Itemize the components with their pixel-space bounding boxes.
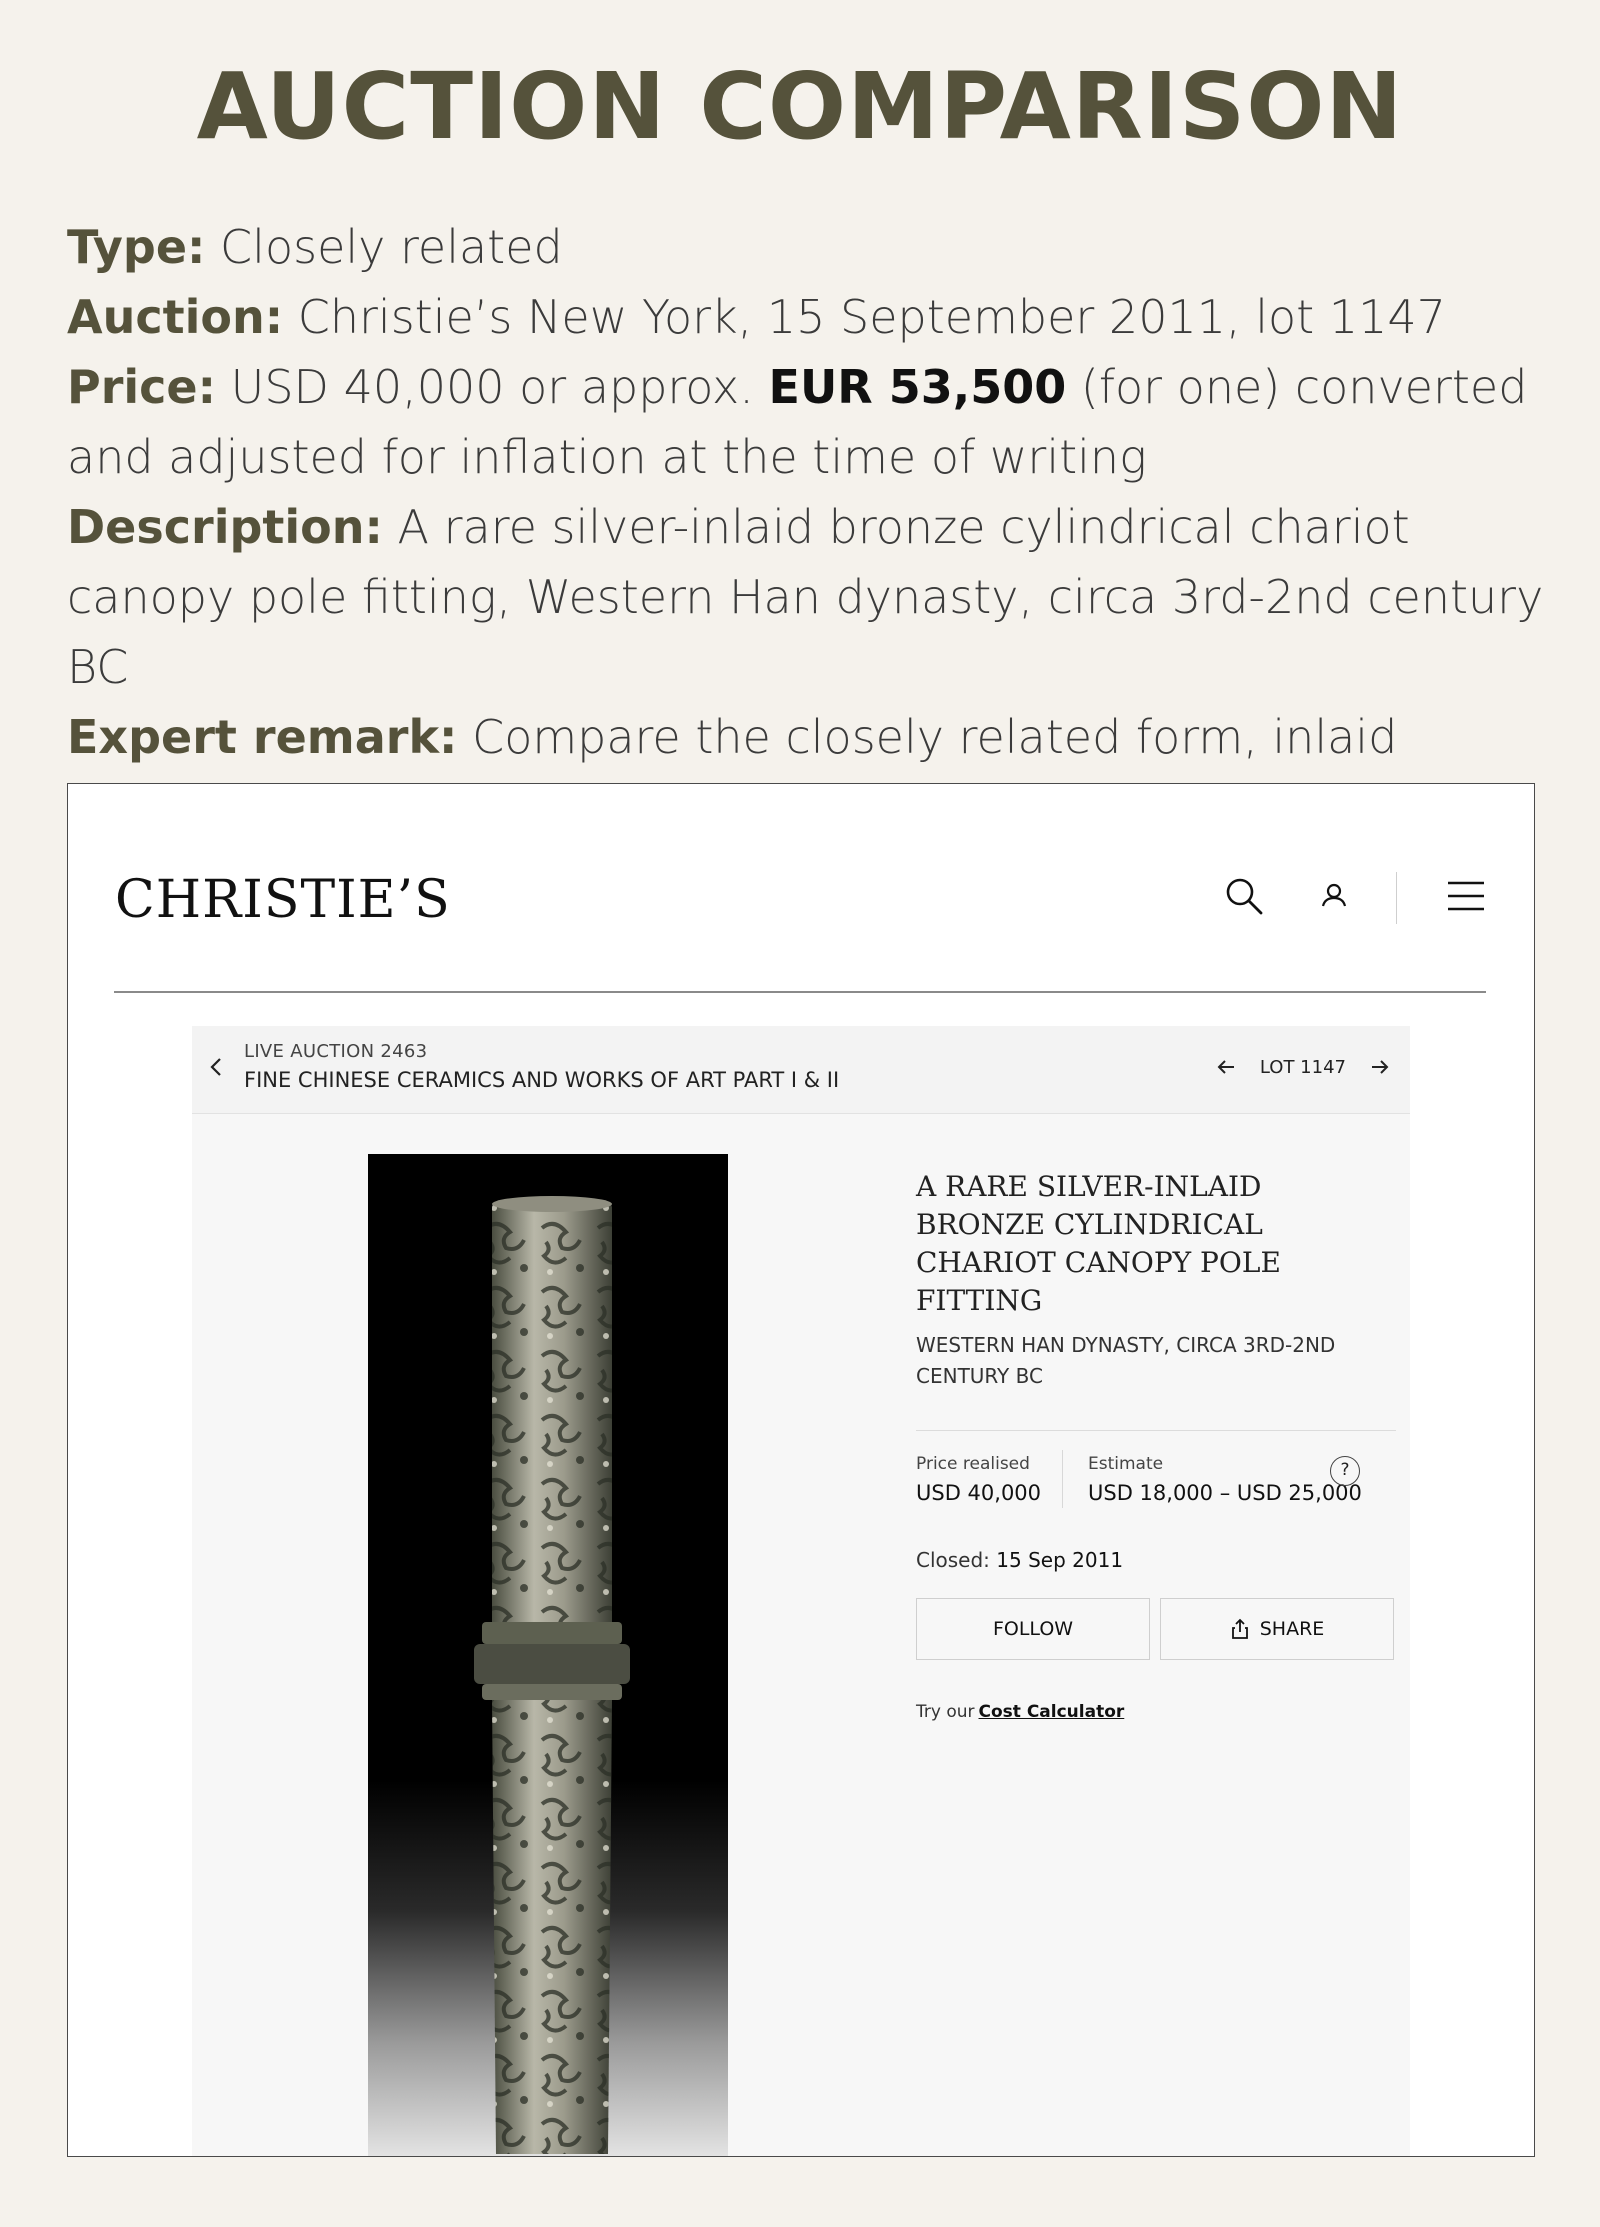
lot-navigation xyxy=(1214,1050,1392,1084)
share-button[interactable] xyxy=(1160,1598,1394,1660)
calc-text: Try our xyxy=(916,1702,975,1722)
auction-value: Christie’s New York, 15 September 2011, lot 1147 xyxy=(283,290,1446,344)
screenshot-frame xyxy=(67,783,1535,2157)
search-icon[interactable] xyxy=(1222,874,1266,918)
description-value: A rare silver-inlaid bronze cylindrical chariot canopy pole fitting, Western Han dynasty, circa 3rd-2nd century BC xyxy=(67,500,1544,694)
remark-value: Compare the closely related form, inlaid xyxy=(472,710,1398,764)
christies-logo[interactable]: CHRISTIE’S xyxy=(115,870,451,930)
account-icon[interactable] xyxy=(1312,874,1356,918)
arrow-right-icon[interactable] xyxy=(1368,1055,1392,1079)
price-divider xyxy=(1062,1450,1063,1508)
share-icon xyxy=(1230,1618,1250,1640)
header-divider xyxy=(1396,872,1397,924)
closed-date: 15 Sep 2011 xyxy=(996,1548,1124,1572)
remark-label: Expert remark: xyxy=(67,710,458,764)
price-rule xyxy=(916,1430,1396,1431)
price-realised-label: Price realised xyxy=(916,1454,1030,1474)
price-line xyxy=(67,352,1547,492)
type-label: Type: xyxy=(67,220,206,274)
lot-subtitle: WESTERN HAN DYNASTY, CIRCA 3RD-2ND CENTURY BC xyxy=(916,1333,1336,1388)
type-value: Closely related xyxy=(205,220,563,274)
follow-button[interactable] xyxy=(916,1598,1150,1660)
sale-header xyxy=(192,1026,1410,1114)
price-label: Price: xyxy=(67,360,217,414)
help-icon[interactable]: ? xyxy=(1330,1456,1360,1486)
comparison-details xyxy=(67,212,1547,842)
closed-label: Closed: xyxy=(916,1548,990,1572)
share-label: SHARE xyxy=(1259,1618,1325,1640)
estimate-label: Estimate xyxy=(1088,1454,1164,1474)
description-line xyxy=(67,492,1547,702)
price-note: (for one) converted and adjusted for inflation at the time of writing xyxy=(67,360,1528,484)
closed-info xyxy=(916,1548,1123,1572)
cost-calculator-link[interactable]: Cost Calculator xyxy=(978,1702,1125,1722)
follow-label: FOLLOW xyxy=(992,1618,1074,1640)
price-usd: USD 40,000 or approx. xyxy=(216,360,769,414)
lot-panel xyxy=(192,1026,1410,2157)
lot-image[interactable] xyxy=(368,1154,728,2157)
description-label: Description: xyxy=(67,500,383,554)
sale-title[interactable]: FINE CHINESE CERAMICS AND WORKS OF ART PART I & II xyxy=(244,1068,840,1092)
type-line xyxy=(67,212,1547,282)
price-realised-value: USD 40,000 xyxy=(916,1481,1042,1505)
page-title: AUCTION COMPARISON xyxy=(196,53,1404,160)
chevron-left-icon[interactable] xyxy=(206,1052,226,1082)
sale-kicker: LIVE AUCTION 2463 xyxy=(244,1041,428,1062)
lot-number: LOT 1147 xyxy=(1259,1056,1346,1078)
menu-icon[interactable] xyxy=(1444,874,1488,918)
bronze-fitting-illustration xyxy=(368,1154,728,2157)
header-rule xyxy=(114,991,1486,993)
auction-label: Auction: xyxy=(67,290,284,344)
cost-calculator-prompt xyxy=(916,1702,1124,1722)
estimate-value: USD 18,000 – USD 25,000 xyxy=(1088,1481,1362,1505)
lot-title: A RARE SILVER-INLAID BRONZE CYLINDRICAL CHARIOT CANOPY POLE FITTING xyxy=(916,1170,1281,1317)
price-eur: EUR 53,500 xyxy=(768,360,1067,414)
auction-line xyxy=(67,282,1547,352)
arrow-left-icon[interactable] xyxy=(1214,1055,1238,1079)
